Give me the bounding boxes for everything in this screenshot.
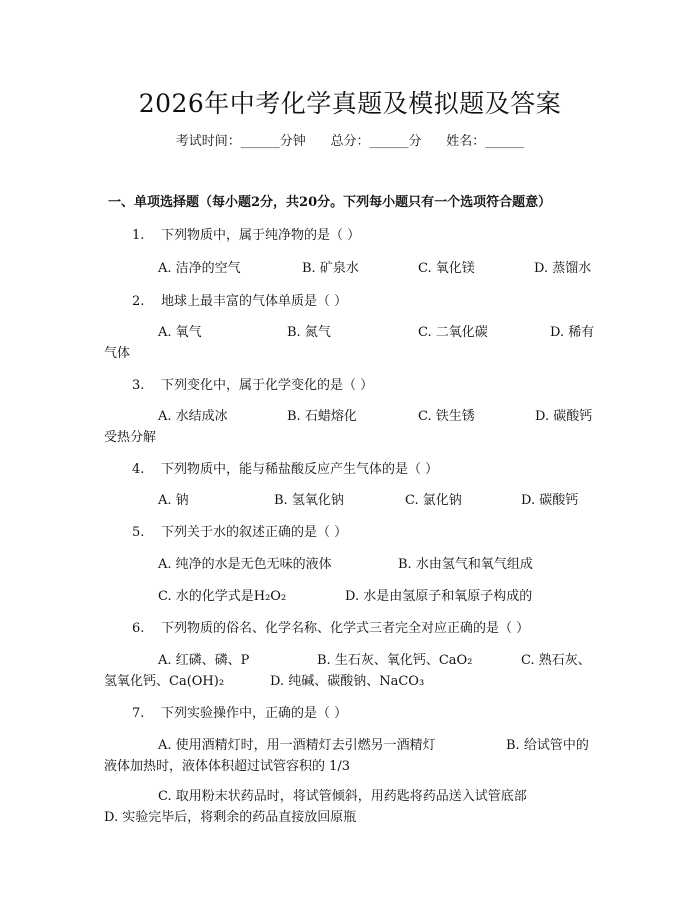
question-number: 5. xyxy=(132,525,145,540)
question-number: 4. xyxy=(132,462,145,477)
option-d: D. 实验完毕后，将剩余的药品直接放回原瓶 xyxy=(104,810,357,825)
question-2 xyxy=(132,290,347,309)
option-a: A. 氧气 xyxy=(158,325,202,340)
option-b: B. 氢氧化钠 xyxy=(274,493,344,508)
option-b: B. 氮气 xyxy=(287,325,331,340)
option-b: B. 给试管中的 xyxy=(506,738,589,753)
option-b: B. 水由氢气和氧气组成 xyxy=(398,557,533,572)
option-d: D. 稀有 xyxy=(550,325,595,340)
question-number: 2. xyxy=(132,294,145,309)
option-b: B. 生石灰、氧化钙、CaO₂ xyxy=(317,653,473,668)
option-a: A. 使用酒精灯时，用一酒精灯去引燃另一酒精灯 xyxy=(158,738,436,753)
question-7 xyxy=(132,702,347,721)
section-heading: 一、单项选择题（每小题2分，共20分。下列每小题只有一个选项符合题意） xyxy=(108,195,552,210)
option-a: A. 钠 xyxy=(158,493,189,508)
option-b-continued: 液体加热时，液体体积超过试管容积的 1/3 xyxy=(104,759,351,774)
option-a: A. 纯净的水是无色无味的液体 xyxy=(158,557,332,572)
option-c: C. 熟石灰、 xyxy=(521,653,591,668)
option-d: D. 碳酸钙 xyxy=(535,409,593,424)
question-1 xyxy=(132,224,360,243)
question-number: 7. xyxy=(132,706,145,721)
question-number: 1. xyxy=(132,228,145,243)
option-d: D. 水是由氢原子和氧原子构成的 xyxy=(345,589,533,604)
question-4 xyxy=(132,458,438,477)
page-title: 2026年中考化学真题及模拟题及答案 xyxy=(138,89,562,118)
question-number: 3. xyxy=(132,378,145,393)
option-a: A. 水结成冰 xyxy=(158,409,228,424)
option-c: C. 铁生锈 xyxy=(418,409,475,424)
question-stem: 下列物质中，属于纯净物的是（ ） xyxy=(160,228,361,243)
option-d: D. 碳酸钙 xyxy=(521,493,579,508)
option-c-continued: 氢氧化钙、Ca(OH)₂ xyxy=(104,674,225,689)
question-stem: 地球上最丰富的气体单质是（ ） xyxy=(160,294,348,309)
question-3 xyxy=(132,374,373,393)
question-number: 6. xyxy=(132,621,145,636)
option-c: C. 水的化学式是H₂O₂ xyxy=(158,589,287,604)
question-stem: 下列实验操作中，正确的是（ ） xyxy=(160,706,348,721)
option-d-continued: 气体 xyxy=(104,346,131,361)
question-stem: 下列物质的俗名、化学名称、化学式三者完全对应正确的是（ ） xyxy=(160,621,530,636)
option-a: A. 洁净的空气 xyxy=(158,261,241,276)
question-stem: 下列变化中，属于化学变化的是（ ） xyxy=(160,378,374,393)
exam-info: 考试时间：______分钟 总分：______分 姓名：______ xyxy=(175,134,525,149)
option-d: D. 蒸馏水 xyxy=(534,261,592,276)
option-c: C. 取用粉末状药品时，将试管倾斜，用药匙将药品送入试管底部 xyxy=(158,789,527,804)
question-6 xyxy=(132,617,529,636)
option-c: C. 氯化钠 xyxy=(405,493,462,508)
option-a: A. 红磷、磷、P xyxy=(158,653,250,668)
option-c: C. 氧化镁 xyxy=(418,261,475,276)
option-c: C. 二氧化碳 xyxy=(418,325,488,340)
option-d: D. 纯碱、碳酸钠、NaCO₃ xyxy=(270,674,425,689)
question-stem: 下列关于水的叙述正确的是（ ） xyxy=(160,525,348,540)
option-b: B. 矿泉水 xyxy=(302,261,359,276)
question-5 xyxy=(132,521,347,540)
option-b: B. 石蜡熔化 xyxy=(287,409,357,424)
option-d-continued: 受热分解 xyxy=(104,430,157,445)
question-stem: 下列物质中，能与稀盐酸反应产生气体的是（ ） xyxy=(160,462,439,477)
